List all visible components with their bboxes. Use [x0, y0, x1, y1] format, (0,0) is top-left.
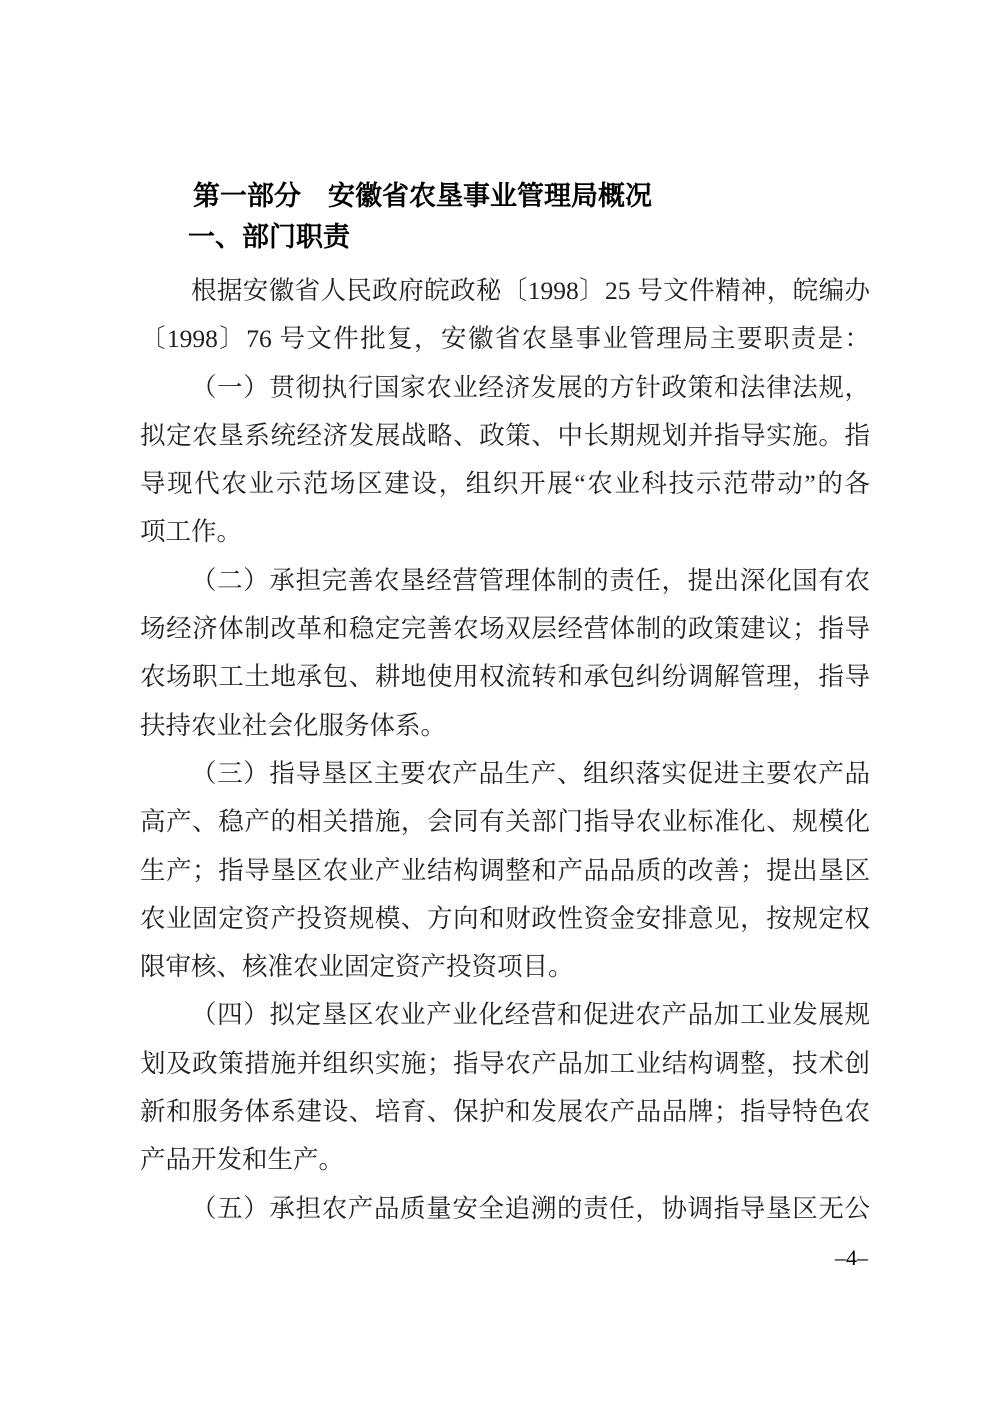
text-line: （一）贯彻执行国家农业经济发展的方针政策和法律法规，: [191, 372, 870, 402]
text-line: 高产、稳产的相关措施，会同有关部门指导农业标准化、规模化: [140, 807, 870, 837]
text-line: （五）承担农产品质量安全追溯的责任，协调指导垦区无公: [191, 1193, 870, 1223]
text-line: 农场职工土地承包、耕地使用权流转和承包纠纷调解管理，指导: [140, 662, 870, 692]
section-heading: 一、部门职责: [188, 222, 350, 252]
part-heading: 第一部分 安徽省农垦事业管理局概况: [193, 181, 652, 211]
paragraph: [140, 364, 870, 557]
text-line: 场经济体制改革和稳定完善农场双层经营体制的政策建议；指导: [140, 614, 870, 644]
text-line: 〔1998〕76 号文件批复，安徽省农垦事业管理局主要职责是：: [140, 324, 870, 354]
body-text: [140, 267, 870, 1233]
text-line: 产品开发和生产。: [140, 1145, 345, 1175]
text-line: 根据安徽省人民政府皖政秘〔1998〕25 号文件精神，皖编办: [191, 276, 870, 305]
text-line: （三）指导垦区主要农产品生产、组织落实促进主要农产品: [191, 758, 870, 788]
text-line: 项工作。: [140, 517, 243, 547]
paragraph: [140, 991, 870, 1184]
text-line: 新和服务体系建设、培育、保护和发展农产品品牌；指导特色农: [140, 1097, 870, 1127]
page-number: –4–: [835, 1245, 868, 1270]
text-line: 限审核、核准农业固定资产投资项目。: [140, 952, 574, 982]
text-line: 划及政策措施并组织实施；指导农产品加工业结构调整，技术创: [140, 1048, 870, 1078]
text-line: 扶持农业社会化服务体系。: [140, 710, 447, 740]
paragraph: [140, 750, 870, 991]
paragraph: [140, 1185, 870, 1233]
text-line: （四）拟定垦区农业产业化经营和促进农产品加工业发展规: [191, 1000, 870, 1030]
paragraph: [140, 557, 870, 750]
paragraph: [140, 267, 870, 364]
text-line: 农业固定资产投资规模、方向和财政性资金安排意见，按规定权: [140, 903, 870, 933]
text-line: 导现代农业示范场区建设，组织开展“农业科技示范带动”的各: [140, 469, 870, 499]
text-line: 拟定农垦系统经济发展战略、政策、中长期规划并指导实施。指: [140, 420, 870, 450]
text-line: 生产；指导垦区农业产业结构调整和产品品质的改善；提出垦区: [140, 855, 870, 885]
text-line: （二）承担完善农垦经营管理体制的责任，提出深化国有农: [191, 565, 870, 595]
